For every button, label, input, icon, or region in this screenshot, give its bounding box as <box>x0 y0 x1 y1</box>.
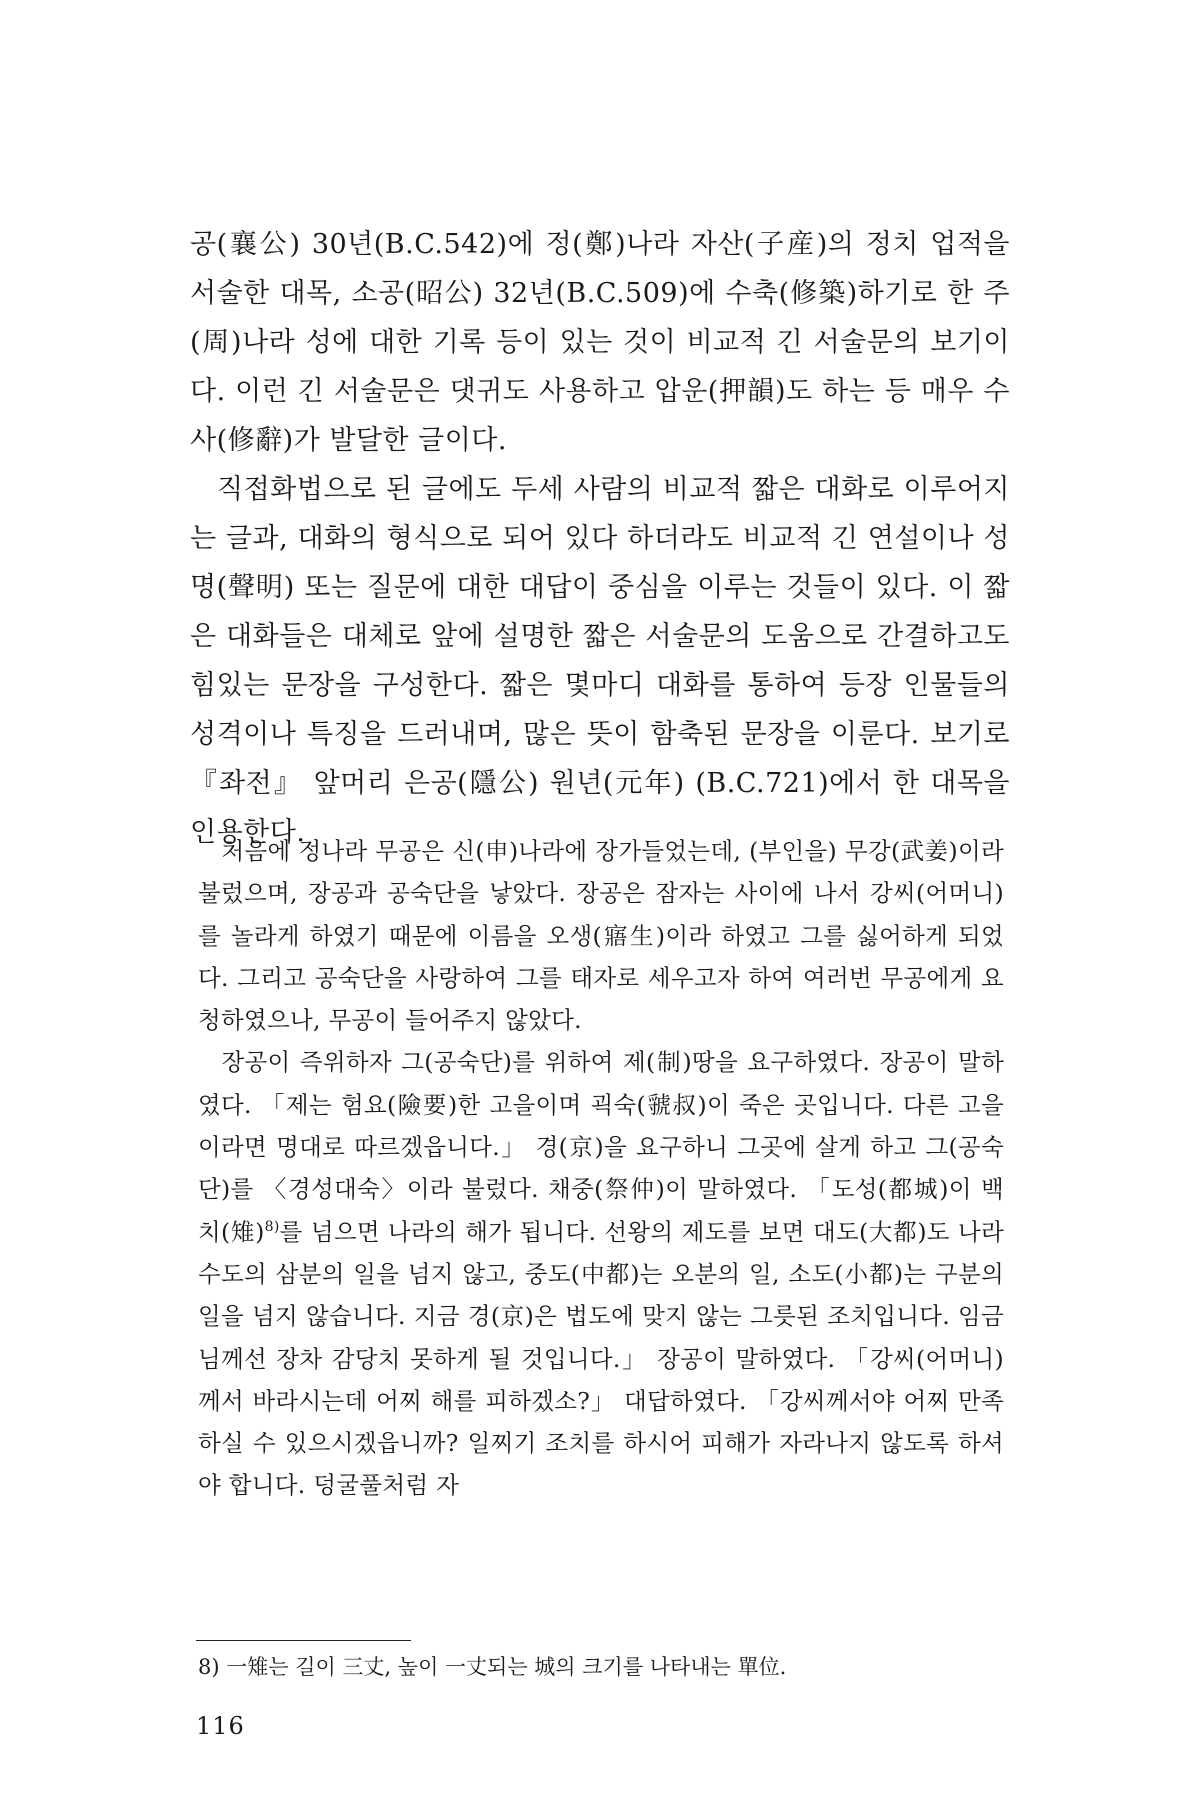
quote-paragraph-1: 처음에 정나라 무공은 신(申)나라에 장가들었는데, (부인을) 무강(武姜)이라 불렀으며, 장공과 공숙단을 낳았다. 장공은 잠자는 사이에 나서 강씨(어머니)를 놀라게 하였기 때문에 이름을 오생(寤生)이라 하였고 그를 싫어하게 되었다. 그리고 공숙단을 사랑하여 그를 태자로 세우고자 하여 여러번 무공에게 요청하였으나, 무공이 들어주지 않았다. <box>198 837 1004 1035</box>
footnote-divider <box>196 1640 411 1641</box>
footnote-marker: 8) <box>264 1218 280 1235</box>
quote-paragraph-2-part-2: 를 넘으면 나라의 해가 됩니다. 선왕의 제도를 보면 대도(大都)도 나라 수도의 삼분의 일을 넘지 않고, 중도(中都)는 오분의 일, 소도(小都)는 구분의 일을 넘지 않습니다. 지금 경(京)은 법도에 맞지 않는 그릇된 조치입니다. 임금님께선 장차 감당치 못하게 될 것입니다.」 장공이 말하였다. 「강씨(어머니)께서 바라시는데 어찌 해를 피하겠소?」 대답하였다. 「강씨께서야 어찌 만족하실 수 있으시겠읍니까? 일찌기 조치를 하시어 피해가 자라나지 않도록 하셔야 합니다. 덩굴풀처럼 자 <box>198 1217 1004 1500</box>
quote-paragraph-2-part-1: 장공이 즉위하자 그(공숙단)를 위하여 제(制)땅을 요구하였다. 장공이 말하였다. 「제는 험요(險要)한 고을이며 괵숙(虢叔)이 죽은 곳입니다. 다른 고을이라면 명대로 따르겠읍니다.」 경(京)을 요구하니 그곳에 살게 하고 그(공숙단)를 〈경성대숙〉이라 불렀다. 채중(祭仲)이 말하였다. 「도성(都城)이 백 치(雉) <box>198 1048 1004 1246</box>
footnote: 8) 一雉는 길이 三丈, 높이 一丈되는 城의 크기를 나타내는 單位. <box>198 1655 787 1679</box>
page-number: 116 <box>196 1712 245 1740</box>
quote-paragraph-2 <box>198 1041 1004 1506</box>
main-paragraph-2: 직접화법으로 된 글에도 두세 사람의 비교적 짧은 대화로 이루어지는 글과, 대화의 형식으로 되어 있다 하더라도 비교적 긴 연설이나 성명(聲明) 또는 질문에 대한 대답이 중심을 이루는 것들이 있다. 이 짧은 대화들은 대체로 앞에 설명한 짧은 서술문의 도움으로 간결하고도 힘있는 문장을 구성한다. 짧은 몇마디 대화를 통하여 등장 인물들의 성격이나 특징을 드러내며, 많은 뜻이 함축된 문장을 이룬다. 보기로 『좌전』 앞머리 은공(隱公) 원년(元年) (B.C.721)에서 한 대목을 인용한다. <box>190 474 1010 848</box>
main-text <box>190 220 1010 857</box>
main-paragraph-1: 공(襄公) 30년(B.C.542)에 정(鄭)나라 자산(子産)의 정치 업적을 서술한 대목, 소공(昭公) 32년(B.C.509)에 수축(修築)하기로 한 주(周)나라 성에 대한 기록 등이 있는 것이 비교적 긴 서술문의 보기이다. 이런 긴 서술문은 댓귀도 사용하고 압운(押韻)도 하는 등 매우 수사(修辭)가 발달한 글이다. <box>190 229 1010 456</box>
quoted-passage <box>198 830 1004 1507</box>
